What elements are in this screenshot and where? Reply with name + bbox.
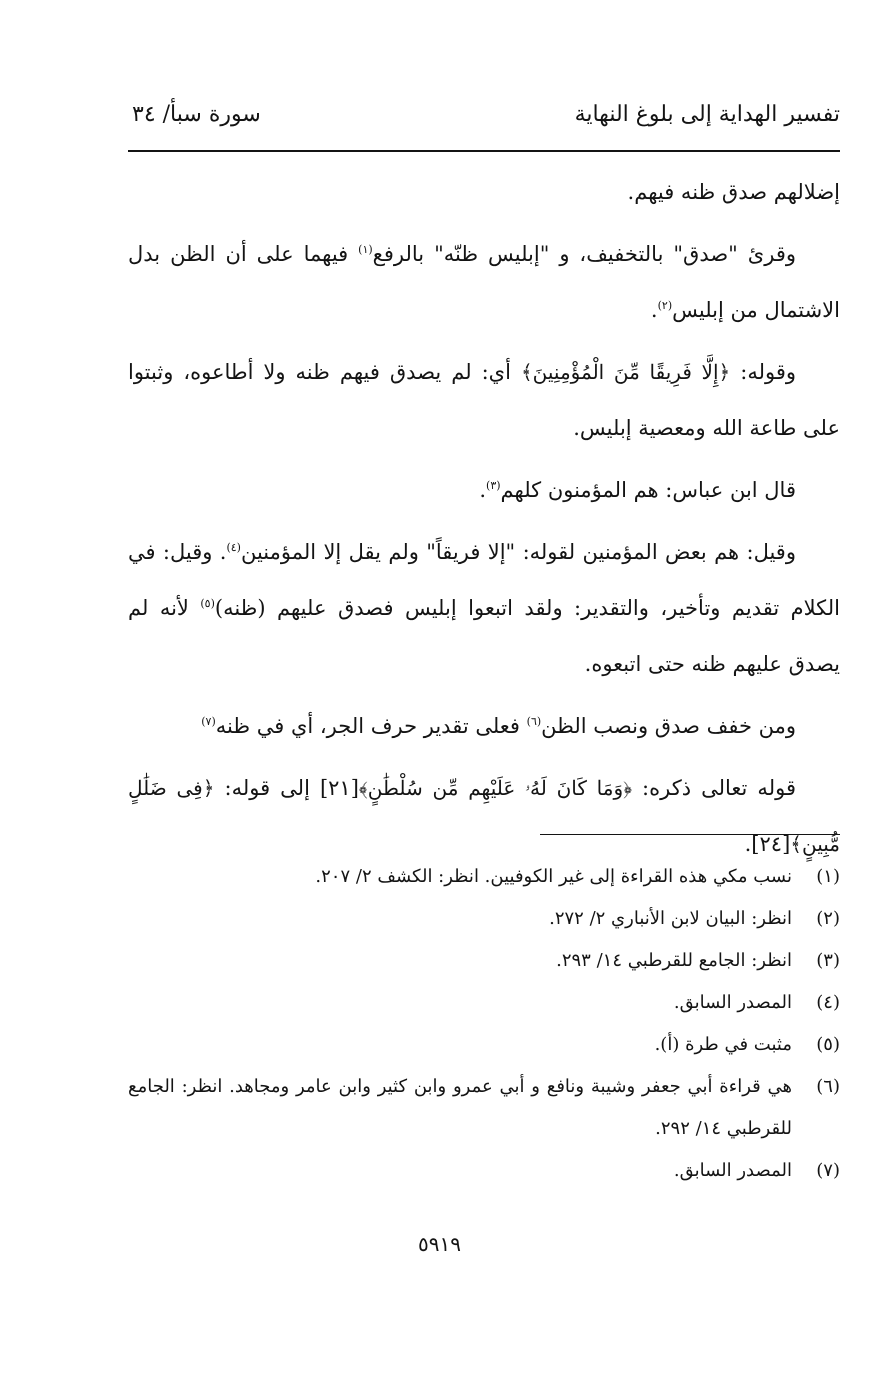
paragraph-4 [128, 462, 840, 518]
footnote-divider [540, 834, 840, 835]
footnote [128, 1024, 840, 1066]
footnote [128, 940, 840, 982]
paragraph-text: فيهما على أن الظن بدل الاشتمال من إبليس [128, 242, 840, 322]
footnote-ref[interactable]: (٣) [486, 479, 501, 492]
paragraph-text: ومن خفف صدق ونصب الظن [541, 714, 796, 738]
quran-verse: ﴿وَمَا كَانَ لَهُۥ عَلَيْهِم مِّن سُلْطَٰنٍ﴾ [358, 776, 632, 800]
footnote-text: مثبت في طرة (أ). [654, 1034, 792, 1055]
paragraph-text: وقوله: [730, 360, 797, 384]
paragraph-text: وقيل: هم بعض المؤمنين لقوله: "إلا فريقاً" ولم يقل إلا المؤمنين [240, 540, 796, 564]
footnote [128, 1150, 840, 1192]
paragraph-text: قال ابن عباس: هم المؤمنون كلهم [500, 478, 796, 502]
paragraph-text: . وقيل: في الكلام تقديم وتأخير، والتقدير: ولقد اتبعوا إبليس فصدق عليهم (ظنه) [128, 540, 840, 620]
paragraph-text: فعلى تقدير حرف الجر، أي في ظنه [215, 714, 527, 738]
footnote-number: (٦) [816, 1076, 840, 1097]
verse-number: [٢٤]. [744, 832, 791, 856]
surah-label: سورة سبأ/ ٣٤ [132, 102, 261, 127]
paragraph-text: قوله تعالى ذكره: [631, 776, 796, 800]
footnote-text: انظر: الجامع للقرطبي ١٤/ ٢٩٣. [556, 950, 792, 971]
paragraph-1 [128, 164, 840, 220]
footnote-number: (٧) [816, 1160, 840, 1181]
footnote-number: (٢) [816, 908, 840, 929]
footnote-ref[interactable]: (٧) [201, 715, 216, 728]
book-title: تفسير الهداية إلى بلوغ النهاية [574, 102, 840, 127]
footnote [128, 1066, 840, 1150]
footnote-text: نسب مكي هذه القراءة إلى غير الكوفيين. انظر: الكشف ٢/ ٢٠٧. [315, 866, 792, 887]
running-header [128, 96, 840, 146]
footnote-ref[interactable]: (٦) [526, 715, 542, 728]
footnote-number: (٥) [816, 1034, 840, 1055]
footnote [128, 856, 840, 898]
footnote-ref[interactable]: (٥) [200, 597, 215, 610]
paragraph-text: لأنه لم يصدق عليهم ظنه حتى اتبعوه. [128, 596, 840, 676]
paragraph-5 [128, 524, 840, 692]
quran-verse: ﴿إِلَّا فَرِيقًا مِّنَ الْمُؤْمِنِينَ﴾ [520, 360, 731, 384]
paragraph-3 [128, 344, 840, 456]
footnote [128, 898, 840, 940]
footnote-text: المصدر السابق. [673, 1160, 792, 1181]
header-divider [128, 150, 840, 152]
footnote-text: انظر: البيان لابن الأنباري ٢/ ٢٧٢. [549, 908, 792, 929]
paragraph-text: وقرئ "صدق" بالتخفيف، و "إبليس ظنّه" بالرفع [372, 242, 796, 266]
footnote [128, 982, 840, 1024]
footnote-number: (٤) [816, 992, 840, 1013]
paragraph-text: . [479, 478, 487, 502]
footnote-text: المصدر السابق. [673, 992, 792, 1013]
footnotes [128, 856, 840, 1192]
footnote-ref[interactable]: (١) [358, 243, 373, 256]
footnote-text: هي قراءة أبي جعفر وشيبة ونافع و أبي عمرو وابن كثير وابن عامر ومجاهد. انظر: الجامع للقرطبي ١٤/ ٢٩٢. [128, 1076, 792, 1139]
paragraph-text: أي: لم يصدق فيهم ظنه ولا أطاعوه، وثبتوا على طاعة الله ومعصية إبليس. [128, 360, 840, 440]
quran-verse: ﴿فِى ضَلَٰلٍ مُّبِينٍ﴾ [128, 776, 840, 856]
paragraph-text: . [650, 298, 658, 322]
main-text [128, 164, 840, 878]
page-number: ٥٩١٩ [418, 1232, 461, 1256]
footnote-number: (٣) [816, 950, 840, 971]
footnote-ref[interactable]: (٢) [657, 299, 673, 312]
paragraph-text: إضلالهم صدق ظنه فيهم. [627, 180, 840, 204]
paragraph-2 [128, 226, 840, 338]
verse-number: [٢١] إلى قوله: [214, 776, 359, 800]
paragraph-6 [128, 698, 840, 754]
footnote-number: (١) [816, 866, 840, 887]
footnote-ref[interactable]: (٤) [226, 541, 241, 554]
